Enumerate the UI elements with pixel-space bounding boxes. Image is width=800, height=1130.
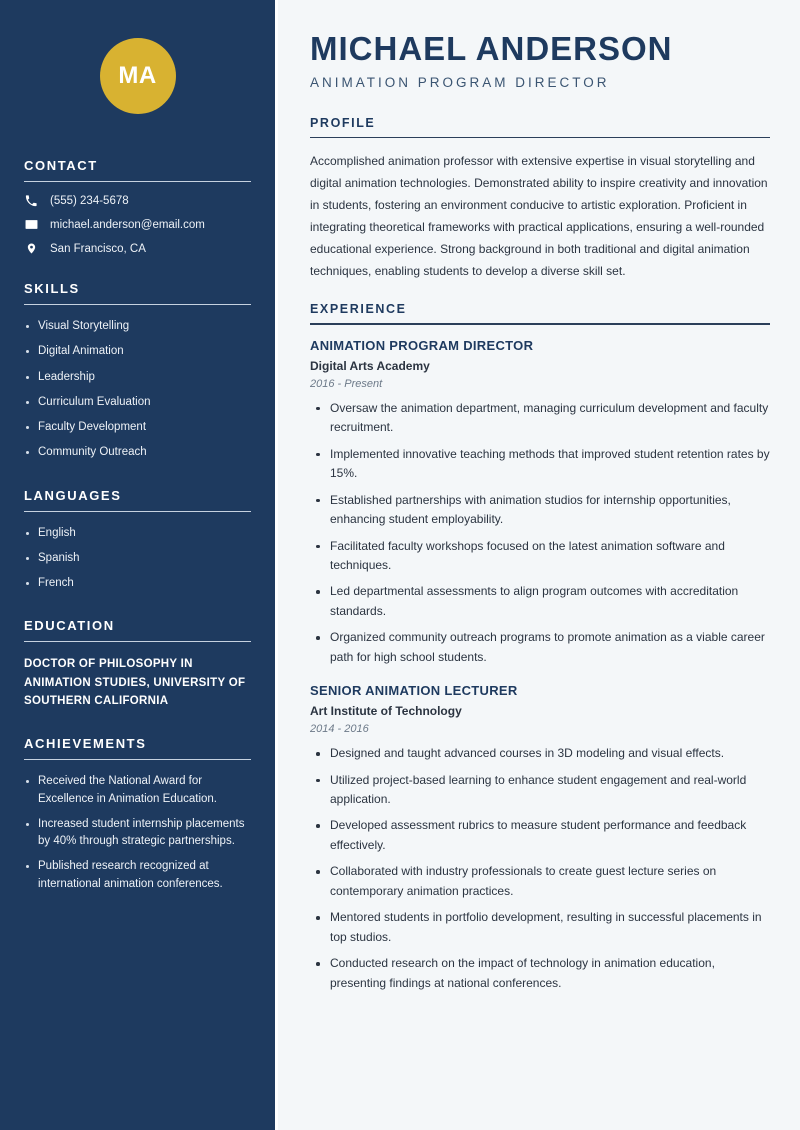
main-heading-profile: PROFILE	[310, 115, 376, 130]
list-item: Community Outreach	[24, 444, 251, 461]
list-item: Mentored students in portfolio development, resulting in successful placements in top studios.	[310, 908, 770, 947]
list-item: Designed and taught advanced courses in 3D modeling and visual effects.	[310, 744, 770, 763]
contact-location-value: San Francisco, CA	[50, 242, 146, 255]
sidebar-heading-contact: CONTACT	[24, 158, 98, 173]
experience-bullet-list	[310, 744, 770, 993]
contact-email[interactable]	[24, 218, 251, 231]
job-title: ANIMATION PROGRAM DIRECTOR	[310, 74, 610, 90]
main-heading-experience: EXPERIENCE	[310, 302, 407, 317]
profile-text: Accomplished animation professor with extensive expertise in visual storytelling and digital animation technologies. Demonstrated ability to inspire creativity and innovation in students, fostering an environment conducive to artistic exploration. Proficient in integrating theoretical frameworks with practical applications, ensuring a well-rounded educational experience. Strong background in both traditional and digital animation techniques, enabling students to develop a diverse skill set.	[310, 154, 768, 278]
contact-phone-value: (555) 234-5678	[50, 195, 129, 207]
divider	[24, 181, 251, 182]
list-item: Utilized project-based learning to enhance student engagement and real-world application.	[310, 771, 770, 810]
list-item: Facilitated faculty workshops focused on the latest animation software and techniques.	[310, 537, 770, 576]
list-item: Developed assessment rubrics to measure student performance and feedback effectively.	[310, 816, 770, 855]
sidebar	[0, 0, 278, 1130]
envelope-icon	[24, 218, 38, 231]
list-item: Established partnerships with animation studios for internship opportunities, enhancing student employability.	[310, 491, 770, 530]
achievements-list	[24, 773, 251, 893]
section-experience	[310, 302, 770, 993]
experience-bullet-list	[310, 399, 770, 667]
section-profile	[310, 116, 770, 282]
education-degree: DOCTOR OF PHILOSOPHY IN ANIMATION STUDIES, UNIVERSITY OF SOUTHERN CALIFORNIA	[24, 658, 246, 708]
list-item: Implemented innovative teaching methods that improved student retention rates by 15%.	[310, 445, 770, 484]
experience-entry	[310, 683, 770, 993]
sidebar-section-achievements	[24, 736, 251, 893]
page-title: MICHAEL ANDERSON	[310, 30, 673, 67]
experience-company: Digital Arts Academy	[310, 358, 430, 373]
divider	[24, 641, 251, 642]
list-item: French	[24, 575, 251, 592]
divider	[310, 323, 770, 325]
skills-list	[24, 318, 251, 462]
divider	[310, 137, 770, 139]
sidebar-section-education	[24, 618, 251, 710]
contact-location[interactable]	[24, 242, 251, 255]
sidebar-section-skills	[24, 281, 251, 462]
list-item: Received the National Award for Excellence in Animation Education.	[24, 773, 251, 808]
divider	[24, 304, 251, 305]
experience-dates: 2014 - 2016	[310, 723, 369, 736]
sidebar-heading-languages: LANGUAGES	[24, 487, 122, 503]
list-item: Increased student internship placements by 40% through strategic partnerships.	[24, 816, 251, 851]
contact-email-value: michael.anderson@email.com	[50, 218, 205, 231]
experience-dates: 2016 - Present	[310, 377, 383, 390]
experience-entry	[310, 338, 770, 667]
divider	[24, 759, 251, 760]
list-item: Faculty Development	[24, 419, 251, 436]
list-item: Curriculum Evaluation	[24, 394, 251, 411]
languages-list	[24, 525, 251, 593]
sidebar-section-languages	[24, 488, 251, 593]
experience-company: Art Institute of Technology	[310, 704, 462, 719]
phone-icon	[24, 195, 38, 207]
main-content	[278, 0, 800, 1130]
list-item: English	[24, 525, 251, 542]
list-item: Conducted research on the impact of technology in animation education, presenting findings at national conferences.	[310, 954, 770, 993]
sidebar-section-contact	[24, 158, 251, 255]
list-item: Spanish	[24, 550, 251, 567]
list-item: Oversaw the animation department, managing curriculum development and faculty recruitment.	[310, 399, 770, 438]
list-item: Leadership	[24, 369, 251, 386]
location-pin-icon	[24, 242, 38, 255]
divider	[24, 511, 251, 512]
sidebar-heading-skills: SKILLS	[24, 281, 80, 296]
avatar-container	[24, 0, 251, 158]
experience-role: SENIOR ANIMATION LECTURER	[310, 683, 518, 699]
list-item: Collaborated with industry professionals to create guest lecture series on contemporary animation practices.	[310, 862, 770, 901]
avatar: MA	[100, 38, 176, 114]
experience-role: ANIMATION PROGRAM DIRECTOR	[310, 337, 534, 353]
sidebar-heading-education: EDUCATION	[24, 618, 115, 634]
list-item: Digital Animation	[24, 343, 251, 360]
list-item: Led departmental assessments to align program outcomes with accreditation standards.	[310, 582, 770, 621]
list-item: Organized community outreach programs to promote animation as a viable career path for high school students.	[310, 628, 770, 667]
list-item: Published research recognized at international animation conferences.	[24, 858, 251, 893]
sidebar-heading-achievements: ACHIEVEMENTS	[24, 736, 147, 752]
contact-phone[interactable]	[24, 195, 251, 207]
list-item: Visual Storytelling	[24, 318, 251, 335]
